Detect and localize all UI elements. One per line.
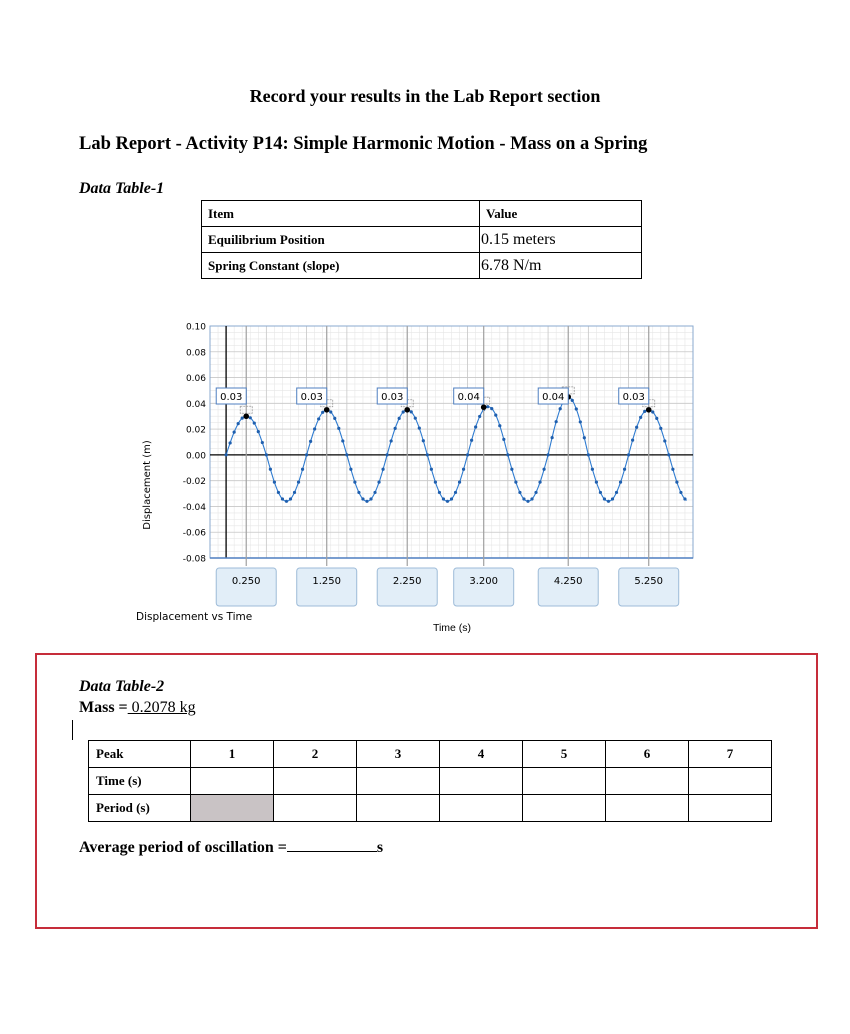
data-point [534, 491, 537, 494]
row-label: Time (s) [89, 768, 191, 795]
data-point [611, 497, 614, 500]
header-cell: 3 [357, 741, 440, 768]
data-point [237, 422, 240, 425]
data-point [321, 411, 324, 414]
header-item: Item [202, 201, 480, 227]
data-point [663, 439, 666, 442]
data-point [575, 407, 578, 410]
data-point [518, 491, 521, 494]
data-point [225, 453, 228, 456]
peak-time-box [454, 568, 514, 606]
row-value: 0.15 meters [480, 227, 642, 253]
series-line [226, 397, 686, 501]
data-point [494, 414, 497, 417]
data-point [671, 468, 674, 471]
header-cell: 5 [523, 741, 606, 768]
peak-time-label: 4.250 [553, 576, 583, 587]
data-point [297, 481, 300, 484]
data-point [333, 417, 336, 420]
data-point [402, 410, 405, 413]
time-cell[interactable] [191, 768, 274, 795]
peak-value-label: 0.03 [381, 392, 404, 403]
data-point [635, 426, 638, 429]
row-item: Spring Constant (slope) [202, 253, 480, 279]
time-cell[interactable] [606, 768, 689, 795]
data-point [502, 438, 505, 441]
time-cell[interactable] [523, 768, 606, 795]
row-value: 6.78 N/m [480, 253, 642, 279]
data-point [571, 399, 574, 402]
data-point [458, 481, 461, 484]
header-cell: 7 [689, 741, 772, 768]
data-point [414, 417, 417, 420]
data-point [579, 420, 582, 423]
data-point [599, 491, 602, 494]
data-point [309, 440, 312, 443]
table-header-row [202, 201, 642, 227]
data-point [410, 410, 413, 413]
data-point [627, 453, 630, 456]
period-cell[interactable] [606, 795, 689, 822]
average-period-blank[interactable] [287, 837, 377, 852]
page-heading: Record your results in the Lab Report section [249, 86, 601, 106]
data-point [289, 497, 292, 500]
chart-curve [225, 395, 687, 503]
average-period-line [79, 837, 383, 857]
chart-ticks [183, 323, 207, 565]
period-cell-disabled [191, 795, 274, 822]
data-point [651, 410, 654, 413]
data-point [357, 491, 360, 494]
y-tick-label: -0.04 [182, 502, 206, 513]
data-point [293, 491, 296, 494]
data-point [486, 405, 489, 408]
time-cell[interactable] [689, 768, 772, 795]
data-point [390, 439, 393, 442]
data-point [394, 427, 397, 430]
data-point [623, 468, 626, 471]
mass-label: Mass = [79, 699, 128, 716]
data-point [490, 407, 493, 410]
data-point [317, 417, 320, 420]
data-point [249, 416, 252, 419]
peak-time-label: 2.250 [392, 576, 422, 587]
data-point [438, 491, 441, 494]
data-point [583, 436, 586, 439]
table-row [89, 768, 772, 795]
data-point [361, 497, 364, 500]
data-point [430, 468, 433, 471]
table2-caption: Data Table-2 [79, 678, 165, 695]
data-point [229, 441, 232, 444]
table1-caption: Data Table-1 [79, 180, 165, 197]
data-point [329, 410, 332, 413]
data-point [498, 424, 501, 427]
data-point [313, 427, 316, 430]
data-point [607, 500, 610, 503]
row-label: Period (s) [89, 795, 191, 822]
average-period-label: Average period of oscillation = [79, 839, 287, 856]
y-tick-label: 0.02 [185, 425, 206, 436]
y-axis-label: Displacement (m) [142, 440, 153, 530]
table-row [202, 227, 642, 253]
data-point [450, 497, 453, 500]
chart-grid [210, 326, 693, 558]
peak-time-box [619, 568, 679, 606]
data-point [305, 453, 308, 456]
data-point [514, 481, 517, 484]
peak-value-label: 0.03 [220, 392, 243, 403]
data-point [655, 417, 658, 420]
data-point [595, 481, 598, 484]
chart-markers [216, 326, 678, 606]
report-title: Lab Report - Activity P14: Simple Harmonic Motion - Mass on a Spring [79, 134, 648, 154]
data-point [446, 500, 449, 503]
period-cell[interactable] [274, 795, 357, 822]
header-cell: 6 [606, 741, 689, 768]
header-value: Value [480, 201, 642, 227]
data-point [470, 439, 473, 442]
data-point [341, 439, 344, 442]
data-point [454, 491, 457, 494]
data-point [261, 441, 264, 444]
data-point [547, 453, 550, 456]
data-point [530, 497, 533, 500]
x-axis-label: Time (s) [432, 622, 472, 634]
period-cell[interactable] [523, 795, 606, 822]
peak-value-label: 0.04 [457, 392, 480, 403]
data-point [587, 453, 590, 456]
data-point [257, 430, 260, 433]
peak-time-label: 0.250 [231, 576, 261, 587]
peak-value-label: 0.03 [622, 392, 645, 403]
data-point [643, 410, 646, 413]
y-tick-label: 0.10 [185, 322, 206, 333]
peak-time-box [538, 568, 598, 606]
data-point [365, 500, 368, 503]
data-point [273, 481, 276, 484]
data-point [683, 497, 686, 500]
peak-point [324, 407, 330, 413]
peak-point [646, 407, 652, 413]
time-cell[interactable] [357, 768, 440, 795]
data-point [551, 436, 554, 439]
peak-point [243, 413, 249, 419]
data-point [353, 481, 356, 484]
data-point [679, 491, 682, 494]
mass-value: 0.2078 kg [127, 699, 196, 716]
data-point [349, 468, 352, 471]
data-point [555, 420, 558, 423]
data-point [253, 421, 256, 424]
header-cell: 4 [440, 741, 523, 768]
data-table-2 [88, 740, 772, 822]
data-point [373, 491, 376, 494]
data-point [510, 468, 513, 471]
y-tick-label: 0.04 [185, 399, 206, 410]
data-point [418, 427, 421, 430]
y-tick-label: 0.08 [185, 348, 206, 359]
data-point [615, 491, 618, 494]
data-point [591, 468, 594, 471]
data-point [386, 453, 389, 456]
data-point [277, 491, 280, 494]
row-item: Equilibrium Position [202, 227, 480, 253]
data-point [398, 417, 401, 420]
peak-time-label: 5.250 [634, 576, 664, 587]
table-row [202, 253, 642, 279]
data-point [369, 497, 372, 500]
peak-time-box [377, 568, 437, 606]
header-cell: 2 [274, 741, 357, 768]
data-point [675, 481, 678, 484]
data-point [422, 439, 425, 442]
data-point [466, 453, 469, 456]
data-point [478, 415, 481, 418]
table-row [89, 795, 772, 822]
data-point [345, 453, 348, 456]
data-point [526, 500, 529, 503]
data-point [522, 497, 525, 500]
data-point [337, 427, 340, 430]
data-point [559, 407, 562, 410]
data-point [241, 417, 244, 420]
data-point [381, 468, 384, 471]
period-cell[interactable] [357, 795, 440, 822]
data-point [619, 481, 622, 484]
data-point [269, 468, 272, 471]
data-point [542, 468, 545, 471]
peak-time-box [297, 568, 357, 606]
peak-value-label: 0.03 [300, 392, 323, 403]
time-cell[interactable] [274, 768, 357, 795]
data-point [377, 481, 380, 484]
data-point [426, 453, 429, 456]
chart-title: Displacement vs Time [136, 611, 253, 623]
table-header-row [89, 741, 772, 768]
period-cell[interactable] [440, 795, 523, 822]
y-tick-label: -0.06 [182, 528, 206, 539]
peak-value-label: 0.04 [542, 392, 565, 403]
y-tick-label: -0.08 [182, 554, 206, 565]
peak-point [404, 407, 410, 413]
data-point [442, 497, 445, 500]
displacement-chart [130, 320, 710, 640]
data-point [667, 453, 670, 456]
time-cell[interactable] [440, 768, 523, 795]
peak-time-label: 1.250 [312, 576, 342, 587]
y-tick-label: 0.00 [185, 451, 206, 462]
peak-time-box [216, 568, 276, 606]
data-point [285, 500, 288, 503]
data-table-1 [201, 200, 642, 279]
period-cell[interactable] [689, 795, 772, 822]
data-point [538, 481, 541, 484]
y-tick-label: -0.02 [182, 477, 206, 488]
mass-line [79, 699, 196, 717]
data-point [301, 468, 304, 471]
data-point [462, 468, 465, 471]
header-cell: 1 [191, 741, 274, 768]
data-point [474, 425, 477, 428]
data-point [639, 416, 642, 419]
data-point [506, 453, 509, 456]
peak-time-label: 3.200 [469, 576, 499, 587]
data-point [265, 453, 268, 456]
data-point [603, 497, 606, 500]
header-peak: Peak [89, 741, 191, 768]
data-point [281, 497, 284, 500]
average-period-unit: s [376, 839, 384, 856]
data-point [233, 431, 236, 434]
y-tick-label: 0.06 [185, 374, 206, 385]
peak-point [481, 404, 487, 410]
data-point [434, 481, 437, 484]
text-cursor [72, 720, 73, 740]
data-point [631, 439, 634, 442]
data-point [659, 427, 662, 430]
